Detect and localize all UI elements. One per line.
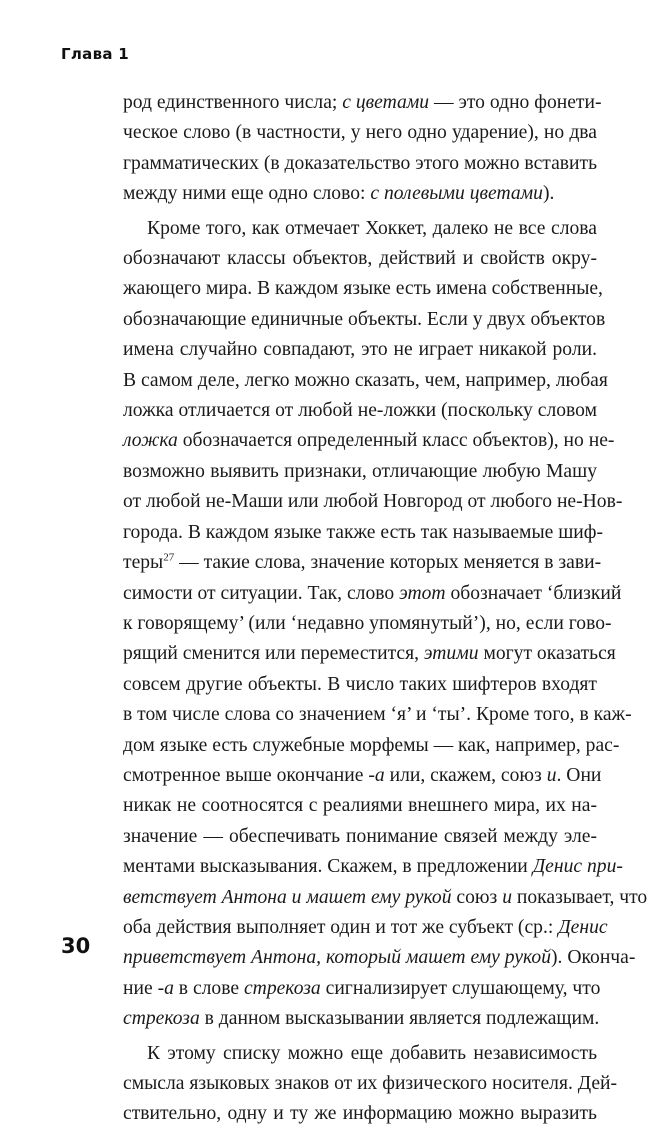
italic-term: Денис bbox=[558, 916, 608, 938]
text-run: . Они bbox=[556, 764, 602, 786]
text-run: ментами высказывания. Скажем, в предложении bbox=[123, 856, 533, 878]
text-run: смысла языковых знаков от их физического носителя. Дей- bbox=[123, 1073, 618, 1094]
text-line bbox=[123, 179, 597, 209]
text-run: в данном высказывании является подлежащим. bbox=[199, 1008, 600, 1030]
footnote-ref: 27 bbox=[163, 551, 175, 564]
text-line bbox=[123, 518, 604, 548]
text-line bbox=[123, 244, 597, 274]
text-run: ствительно, одну и ту же информацию можно выразить bbox=[123, 1103, 597, 1125]
text-run: возможно выявить признаки, отличающие любую Машу bbox=[123, 460, 597, 482]
text-run: или, скажем, союз bbox=[384, 764, 547, 786]
italic-term: этими bbox=[423, 643, 479, 665]
text-line bbox=[123, 913, 608, 943]
text-line bbox=[123, 88, 602, 118]
text-run: сигнализирует слушающему, что bbox=[320, 977, 601, 999]
text-line bbox=[123, 118, 597, 148]
text-run: союз bbox=[451, 886, 503, 908]
text-line bbox=[123, 366, 608, 396]
text-run: род единственного числа; bbox=[123, 92, 343, 113]
paragraph bbox=[123, 1039, 618, 1130]
text-line bbox=[123, 214, 597, 244]
text-run: смотренное выше окончание bbox=[123, 764, 369, 786]
text-run: к говорящему’ (или ‘недавно упомянутый’), но, если гово- bbox=[123, 612, 612, 634]
italic-term: с цветами bbox=[342, 92, 430, 113]
text-run: В самом деле, легко можно сказать, чем, например, любая bbox=[123, 369, 608, 391]
text-run: в том числе слова со значением ‘я’ и ‘ты’. Кроме того, в каж- bbox=[123, 704, 632, 726]
italic-term: ложка bbox=[123, 430, 178, 452]
text-line bbox=[123, 609, 612, 639]
italic-term: ветствует Антона и машет ему рукой bbox=[123, 886, 452, 908]
text-line bbox=[123, 396, 597, 426]
text-run: в слове bbox=[173, 977, 244, 999]
text-run: грамматических (в доказательство этого можно вставить bbox=[123, 152, 597, 174]
text-run: показывает, что bbox=[511, 886, 648, 908]
text-run: от любой не-Маши или любой Новгород от любого не-Нов- bbox=[123, 491, 623, 513]
text-run: ние bbox=[123, 977, 158, 999]
text-line bbox=[123, 822, 597, 852]
text-run: имена случайно совпадают, это не играет никакой роли. bbox=[123, 339, 597, 361]
text-run: могут оказаться bbox=[478, 643, 616, 665]
text-run: между ними еще одно слово: bbox=[123, 183, 371, 205]
text-run: — такие слова, значение которых меняется в зави- bbox=[174, 552, 602, 574]
text-run: Кроме того, как отмечает Хоккет, далеко не все слова bbox=[147, 217, 597, 239]
italic-term: Денис при- bbox=[532, 856, 623, 878]
text-run: обозначающие единичные объекты. Если у двух объектов bbox=[123, 308, 606, 330]
text-run: ложка отличается от любой не-ложки (поскольку словом bbox=[123, 400, 597, 422]
text-line bbox=[123, 700, 632, 730]
italic-term: -а bbox=[157, 977, 174, 999]
chapter-running-head: Глава 1 bbox=[61, 45, 130, 63]
text-run: ческое слово (в частности, у него одно ударение), но два bbox=[123, 122, 597, 144]
text-run: теры bbox=[123, 552, 164, 574]
text-line bbox=[123, 974, 601, 1004]
text-line bbox=[123, 761, 602, 791]
page-number: 30 bbox=[61, 934, 91, 958]
italic-term: с полевыми цветами bbox=[370, 183, 543, 205]
text-line bbox=[123, 305, 606, 335]
italic-term: и bbox=[546, 764, 557, 786]
text-run: обозначает ‘близкий bbox=[445, 582, 622, 604]
text-line bbox=[123, 335, 597, 365]
text-run: ). Оконча- bbox=[551, 947, 636, 969]
italic-term: и bbox=[502, 886, 512, 908]
paragraph bbox=[123, 88, 602, 210]
text-line bbox=[123, 457, 597, 487]
italic-term: -а bbox=[368, 764, 385, 786]
text-line bbox=[123, 1004, 600, 1034]
text-line bbox=[123, 883, 648, 913]
text-line bbox=[123, 149, 597, 179]
text-line bbox=[123, 1039, 597, 1069]
text-line bbox=[123, 548, 602, 578]
text-line bbox=[123, 274, 603, 304]
text-run: — это одно фонети- bbox=[429, 92, 602, 113]
body-text bbox=[123, 88, 648, 1130]
text-run: города. В каждом языке также есть так называемые шиф- bbox=[123, 521, 604, 543]
text-line bbox=[123, 487, 623, 517]
text-line bbox=[123, 943, 636, 973]
text-run: дом языке есть служебные морфемы — как, например, рас- bbox=[123, 734, 620, 756]
text-run: рящий сменится или переместится, bbox=[123, 643, 424, 665]
text-run: обозначают классы объектов, действий и свойств окру- bbox=[123, 248, 597, 270]
italic-term: стрекоза bbox=[123, 1008, 200, 1030]
text-run: К этому списку можно еще добавить независимость bbox=[147, 1042, 597, 1064]
italic-term: этот bbox=[399, 582, 446, 604]
text-line bbox=[123, 852, 623, 882]
italic-term: стрекоза bbox=[243, 977, 321, 999]
text-line bbox=[123, 1099, 597, 1129]
text-run: значение — обеспечивать понимание связей между эле- bbox=[123, 825, 597, 847]
text-line bbox=[123, 731, 620, 761]
text-line bbox=[123, 1069, 618, 1099]
text-run: ). bbox=[542, 183, 555, 205]
text-run: совсем другие объекты. В число таких шифтеров входят bbox=[123, 673, 597, 695]
text-run: жающего мира. В каждом языке есть имена собственные, bbox=[123, 278, 603, 300]
italic-term: приветствует Антона, который машет ему рукой bbox=[123, 947, 552, 969]
text-run: никак не соотносятся с реалиями внешнего мира, их на- bbox=[123, 795, 597, 817]
paragraph bbox=[123, 214, 648, 1035]
text-run: обозначается определенный класс объектов), но не- bbox=[177, 430, 615, 452]
text-line bbox=[123, 426, 615, 456]
text-line bbox=[123, 791, 597, 821]
text-run: симости от ситуации. Так, слово bbox=[123, 582, 400, 604]
text-line bbox=[123, 639, 616, 669]
text-line bbox=[123, 670, 597, 700]
text-run: оба действия выполняет один и тот же субъект (ср.: bbox=[123, 916, 559, 938]
text-line bbox=[123, 579, 622, 609]
